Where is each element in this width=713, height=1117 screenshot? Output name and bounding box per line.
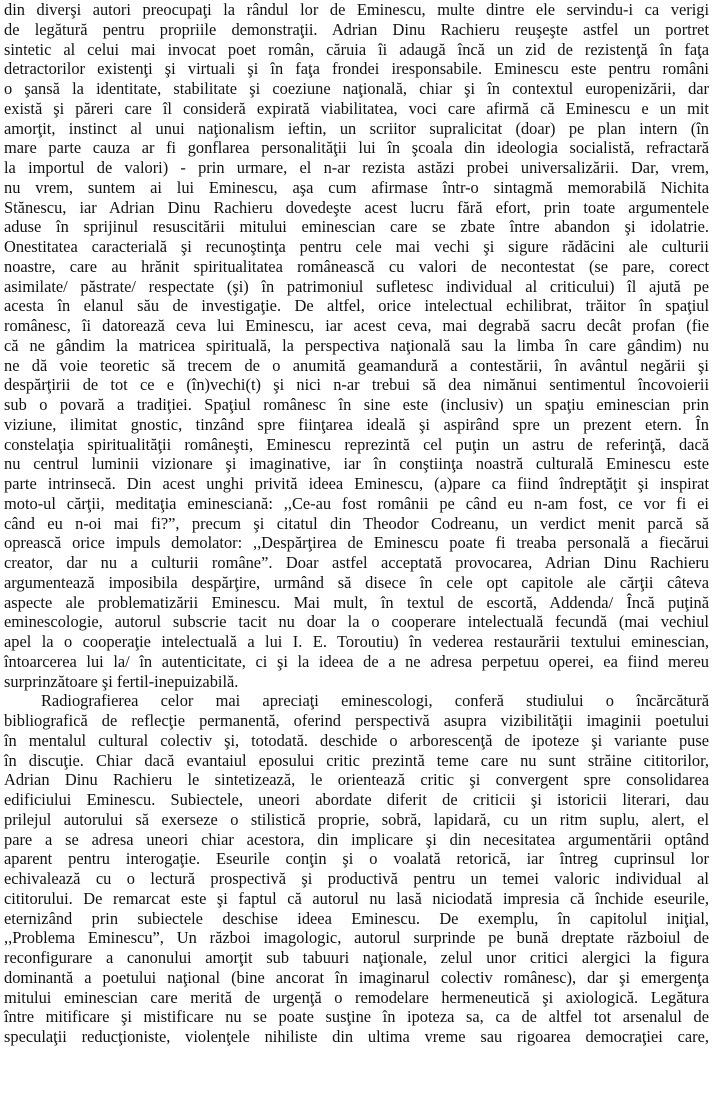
text-line: surprinzătoare şi fertil-inepuizabilă. <box>4 671 239 691</box>
text-line: moto-ul cărţii, meditaţia eminesciană: ,,Ce-au fost românii pe când eu n-am fost, ce vor fi ei <box>4 493 709 513</box>
text-line: sub o povară a tradiţiei. Spaţiul românesc în sine este (inclusiv) un spaţiu eminescian prin <box>4 395 709 414</box>
text-line: cititorului. De remarcat este şi faptul că autorul nu lasă niciodată impresia că închide eseurile, <box>4 888 709 908</box>
text-line: argumentează imposibila despărţire, urmând să disece în cele opt capitole ale cărţii câteva <box>4 572 709 592</box>
text-line: creator, dar nu a culturii române”. Doar astfel acceptată provocarea, Adrian Dinu Rachieru <box>4 553 709 572</box>
text-line: echivalează cu o lectură prospectivă şi productivă pentru un temei valoric individual al <box>4 869 709 888</box>
text-line: reconfigurare a canonului amorţit sub tabuuri naţionale, zelul unor critici alergici la figura <box>4 948 709 967</box>
text-line: mitului eminescian care merită de urgenţă o remodelare hermeneutică şi axiologică. Legătura <box>4 987 709 1007</box>
text-line: despărţirii de tot ce e (în)vechi(t) şi nici n-ar trebui să dea nimănui sentimentul încovoierii <box>4 375 709 395</box>
text-line: există şi păreri care îl consideră expirată viabilitatea, voci care afirmă că Eminescu e un mit <box>4 98 709 118</box>
text-line: în mentalul cultural colectiv şi, totodată. deschide o arborescenţă de ipoteze şi variante puse <box>4 730 709 750</box>
text-line: parte intrinsecă. Din acest unghi privită ideea Eminescu, (a)pare ca fiind îndreptăţit şi inspirat <box>4 474 709 493</box>
text-line: românesc, îi datorează ceva lui Eminescu, iar acest ceva, mai degrabă sacru decât profan (fie <box>4 316 709 335</box>
document-page <box>4 0 709 1047</box>
text-line: ne dă voie teoretic să trecem de o anumită geamandură a contestării, în avântul negării şi <box>4 355 709 375</box>
text-line: noastre, care au hrănit spiritualitatea românească cu valori de necontestat (se pare, corect <box>4 256 709 276</box>
text-line: eminescologie, autorul subscrie tacit nu doar la o cooperare intelectuală fecundă (mai vechiul <box>4 612 709 632</box>
text-line: amorţit, instinct al unui naţionalism ieftin, un scriitor supralicitat (doar) pe plan intern (în <box>4 118 709 138</box>
text-line: ,,Problema Eminescu”, Un război imagologic, autorul surprinde pe bună dreptate războiul de <box>4 928 709 948</box>
text-line: Adrian Dinu Rachieru le sintetizează, le orientează critic şi convergent spre consolidarea <box>4 770 709 790</box>
text-line: Stănescu, iar Adrian Dinu Rachieru dovedeşte acest lucru fără efort, prin toate argumentele <box>4 197 709 217</box>
text-line: oprească orice impuls demolator: ,,Despărţirea de Eminescu poate fi treaba personală a fiecărui <box>4 533 709 553</box>
text-line: constelaţia spiritualităţii româneşti, Eminescu reprezintă cel puţin un astru de referinţă, dacă <box>4 434 709 454</box>
text-line: între mitificare şi mistificare nu se poate susţine în ipoteza sa, ca de altfel tot arsenalul de <box>4 1007 709 1027</box>
text-line: mare parte cauza ar fi gonflarea personalităţii lui în şcoala din ideologia socialistă, refractară <box>4 138 709 158</box>
text-line: de legătură pentru propriile demonstraţii. Adrian Dinu Rachieru reuşeşte astfel un portret <box>4 19 709 39</box>
article-body <box>4 0 709 1047</box>
text-line: în discuţie. Chiar dacă evantaiul eposului critic prezintă teme care nu sunt străine cititorilor, <box>4 750 709 770</box>
text-line: dominantă a poetului naţional (bine ancorat în imaginarul colectiv românesc), dar şi emergenţa <box>4 967 709 987</box>
text-line: aparent pentru interogaţie. Eseurile conţin şi o voalată retorică, iar întreg cuprinsul lor <box>4 849 709 869</box>
text-line: detractorilor existenţi şi virtuali şi în faţa frondei iresponsabile. Eminescu este pentru români <box>4 59 709 79</box>
text-line: aspecte ale problematizării Eminescu. Mai mult, în textul de escortă, Addenda/ Încă puţină <box>4 592 709 612</box>
text-line: speculaţii reducţioniste, violenţele nihiliste din ultima vreme sau rigoarea democraţiei care, <box>4 1027 709 1046</box>
text-line: edificiului Eminescu. Subiectele, uneori abordate diferit de criticii şi istoricii literari, dau <box>4 790 709 809</box>
text-line: acesta în elanul său de investigaţie. De altfel, orice intelectual echilibrat, trăitor în spaţiul <box>4 296 709 316</box>
text-line: aduse în sprijinul resuscitării mitului eminescian care se zbate între abandon şi idolatrie. <box>4 217 709 237</box>
text-line: bibliografică de reflecţie permanentă, oferind perspectivă asupra vizibilităţii imaginii poetului <box>4 711 709 730</box>
text-line: când eu n-oi mai fi?”, precum şi citatul din Theodor Codreanu, un verdict menit parcă să <box>4 513 709 533</box>
text-line: pare a se adresa uneori chiar acestora, din implicare şi din necesitatea argumentării optând <box>4 829 709 849</box>
text-line: o şansă la identitate, stabilitate şi coeziune naţională, chiar şi în contextul europenizării, dar <box>4 79 709 98</box>
text-line: că ne gândim la matricea spirituală, la perspectiva naţională sau la limba în care gândim) nu <box>4 335 709 355</box>
text-line: viziune, ilimitat gnostic, tinzând spre fiinţarea ideală şi aspirând spre un prezent etern. În <box>4 414 709 434</box>
text-line: prilejul autorului să exerseze o stilistică proprie, sobră, lapidară, cu un ritm suplu, alert, el <box>4 809 709 829</box>
paragraph-first-line: Radiografierea celor mai apreciaţi eminescologi, conferă studiului o încărcătură <box>41 691 709 711</box>
text-line: apel la o cooperaţie intelectuală a lui I. E. Toroutiu) în vederea restaurării textului eminescian, <box>4 632 709 651</box>
text-line: întoarcerea lui la/ în autenticitate, ci şi la ideea de a ne adresa perpetuu operei, ea fiind mereu <box>4 651 709 671</box>
text-line: eternizând prin subiectele deschise ideea Eminescu. De exemplu, în capitolul iniţial, <box>4 908 709 928</box>
text-line: Onestitatea caracterială şi recunoştinţa pentru cele mai vechi şi sigure rădăcini ale culturii <box>4 237 709 256</box>
text-line: sintetic al celui mai invocat poet român, căruia îi adaugă încă un zid de rezistenţă în faţa <box>4 39 709 59</box>
text-line: din diverşi autori preocupaţi la rândul lor de Eminescu, multe dintre ele servindu-i ca verigi <box>4 0 709 19</box>
text-line: asimilate/ păstrate/ respectate (şi) în patrimoniul sufletesc individual al criticului) îl ajută pe <box>4 276 709 296</box>
text-line: la importul de valori) - prin urmare, el n-ar rezista astăzi probei universalizării. Dar, vrem, <box>4 158 709 177</box>
text-line: nu centrul luminii vizionare şi imaginative, iar în conştiinţa noastră culturală Eminescu este <box>4 454 709 474</box>
text-line: nu vrem, suntem ai lui Eminescu, aşa cum afirmase într-o sintagmă memorabilă Nichita <box>4 177 709 197</box>
